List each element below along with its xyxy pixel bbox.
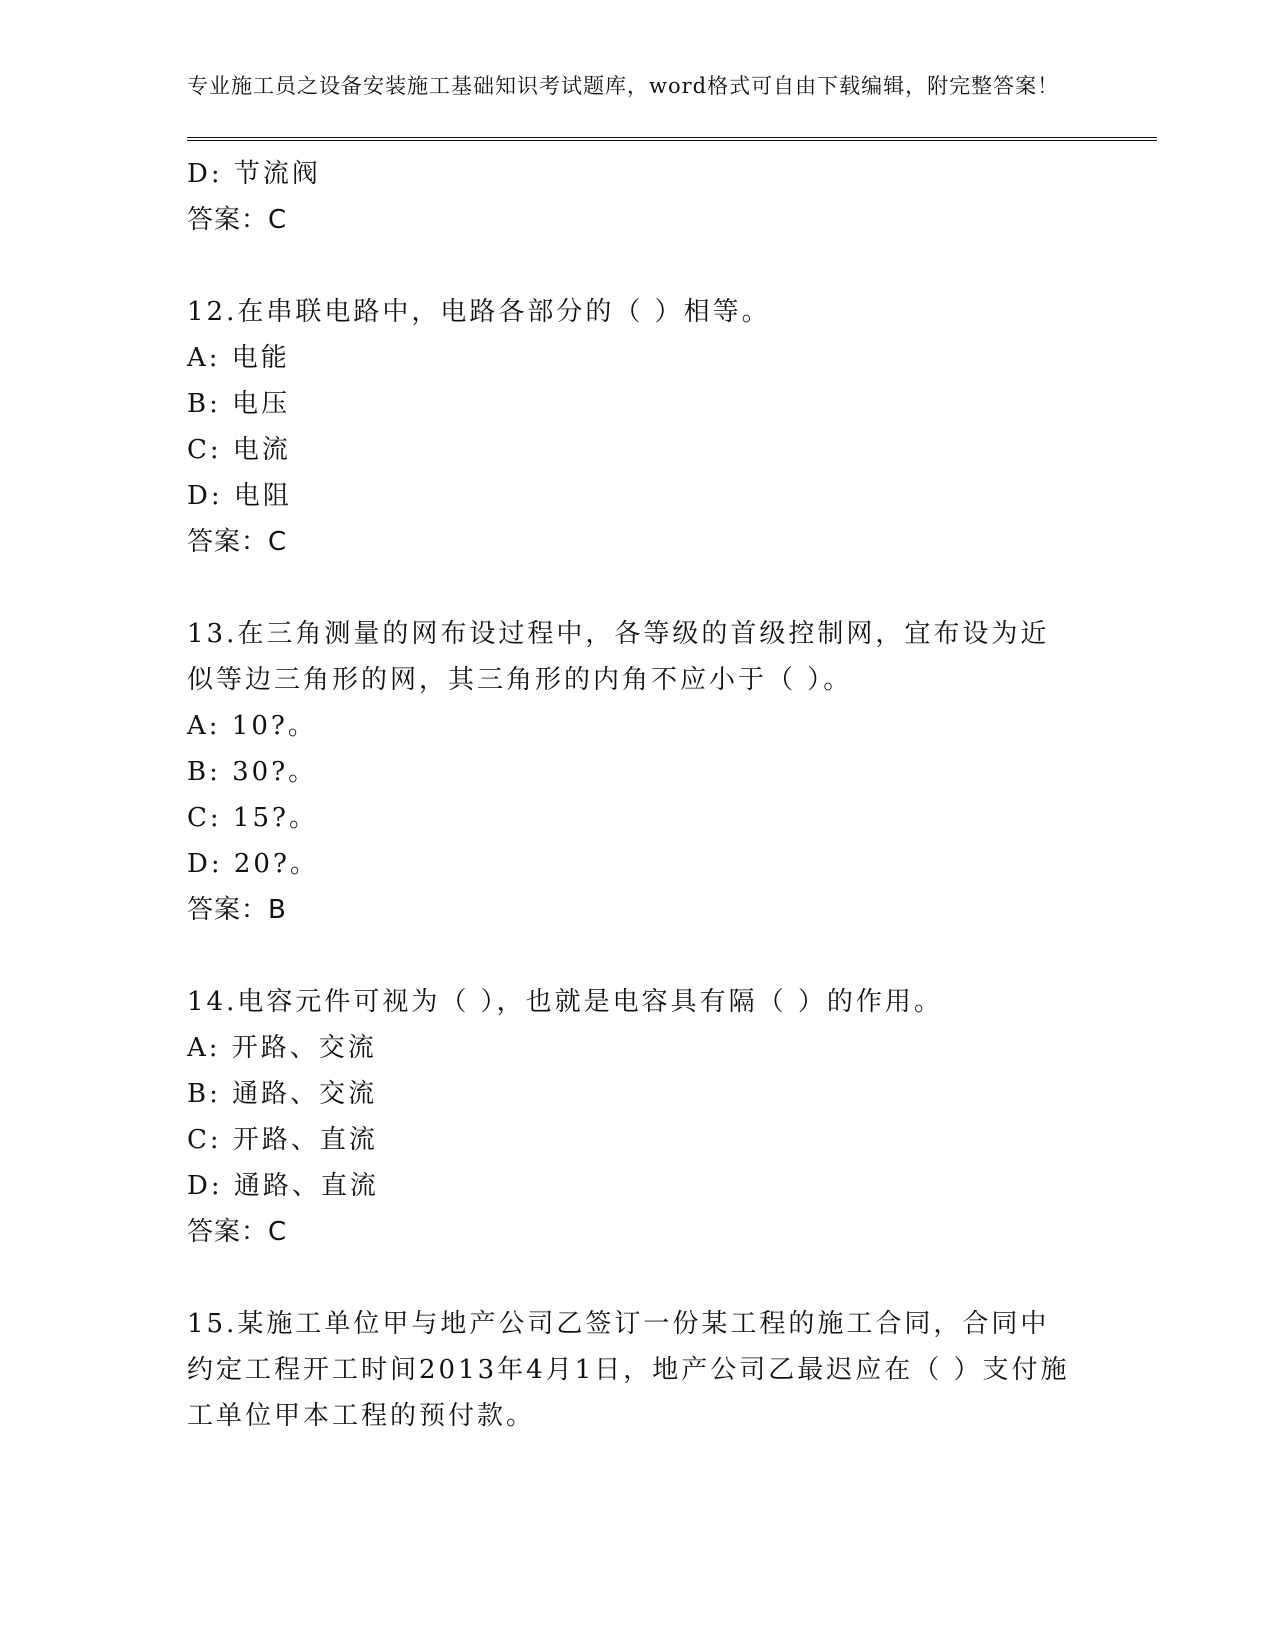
- answer: 答案：B: [187, 895, 287, 925]
- question-14: [187, 979, 1157, 1255]
- option-c: C: 15?。: [187, 803, 318, 833]
- document-header: 专业施工员之设备安装施工基础知识考试题库，word格式可自由下载编辑，附完整答案！: [187, 74, 1060, 98]
- option-b: B: 30?。: [187, 757, 318, 787]
- answer: 答案：C: [187, 527, 288, 557]
- question-stem: 12.在串联电路中，电路各部分的（ ）相等。: [187, 297, 771, 327]
- option-c: C: 电流: [187, 435, 291, 465]
- question-12: [187, 289, 1157, 565]
- option-a: A: 开路、交流: [187, 1033, 377, 1063]
- header-divider: [187, 137, 1157, 141]
- question-stem: 15.某施工单位甲与地产公司乙签订一份某工程的施工合同，合同中约定工程开工时间2013年4月1日，地产公司乙最迟应在（ ）支付施工单位甲本工程的预付款。: [187, 1309, 1070, 1431]
- option-b: B: 电压: [187, 389, 291, 419]
- question-13: [187, 611, 1157, 933]
- answer-q11: 答案：C: [187, 205, 288, 235]
- question-15: [187, 1301, 1157, 1439]
- option-a: A: 电能: [187, 343, 290, 373]
- option-d: D: 20?。: [187, 849, 319, 879]
- option-d: D: 通路、直流: [187, 1171, 379, 1201]
- option-a: A: 10?。: [187, 711, 317, 741]
- option-b: B: 通路、交流: [187, 1079, 378, 1109]
- question-stem: 13.在三角测量的网布设过程中，各等级的首级控制网，宜布设为近似等边三角形的网，其三角形的内角不应小于（ ）。: [187, 619, 1050, 695]
- document-page: [187, 70, 1157, 1439]
- option-d-q11: D: 节流阀: [187, 159, 321, 189]
- answer: 答案：C: [187, 1217, 288, 1247]
- option-d: D: 电阻: [187, 481, 292, 511]
- option-c: C: 开路、直流: [187, 1125, 378, 1155]
- question-stem: 14.电容元件可视为（ ），也就是电容具有隔（ ）的作用。: [187, 987, 943, 1017]
